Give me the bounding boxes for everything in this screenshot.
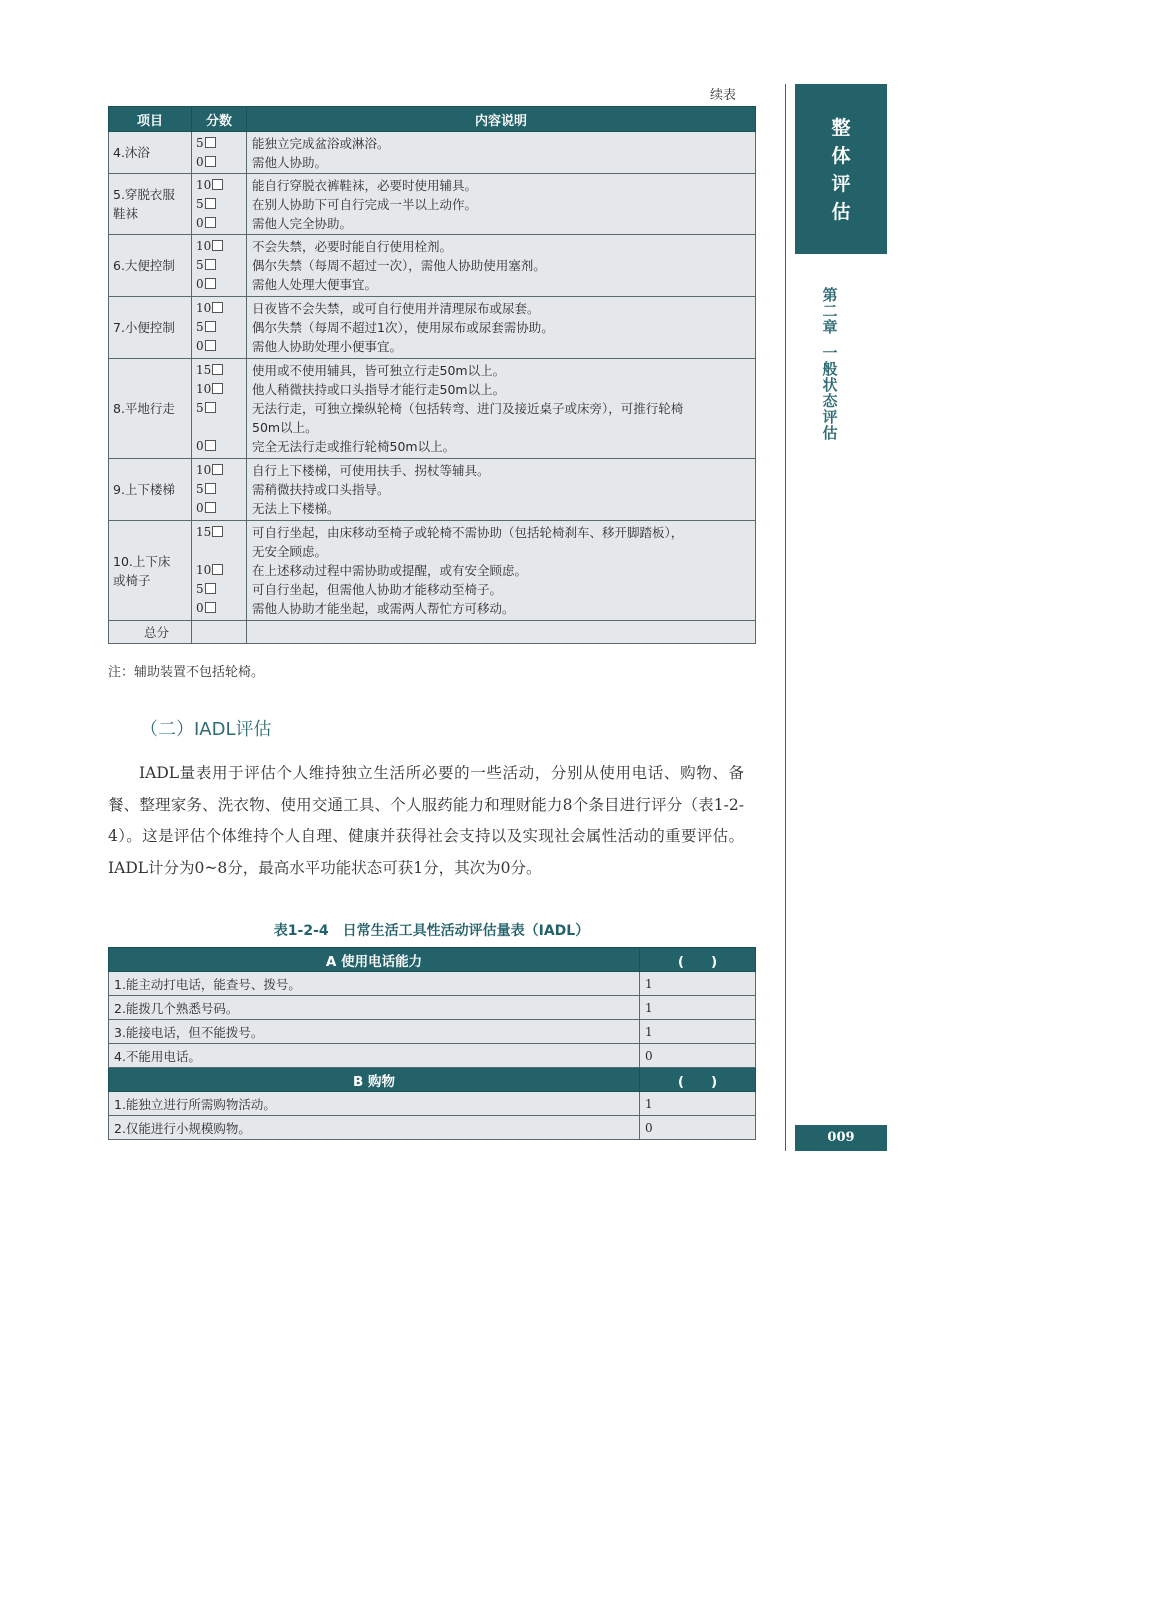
body-paragraph: IADL量表用于评估个人维持独立生活所必要的一些活动，分别从使用电话、购物、备餐、整理家务、洗衣物、使用交通工具、个人服药能力和理财能力8个条目进行评分（表1-2-4）。这是评估个体维持个人自理、健康并获得社会支持以及实现社会属性活动的重要评估。IADL计分为0~8分，最高水平功能状态可获1分，其次为0分。 bbox=[108, 764, 744, 877]
adl-desc-line: 他人稍微扶持或口头指导才能行走50m以上。 bbox=[252, 382, 506, 397]
adl-desc-line: 偶尔失禁（每周不超过1次），使用尿布或尿套需协助。 bbox=[252, 320, 554, 335]
score-value: 5 bbox=[196, 401, 204, 415]
adl-item-name: 5.穿脱衣服 bbox=[113, 187, 175, 202]
iadl-item-value: 1 bbox=[640, 972, 756, 996]
adl-desc-line: 无法上下楼梯。 bbox=[252, 501, 340, 516]
score-value: 5 bbox=[196, 482, 204, 496]
iadl-row bbox=[109, 1044, 756, 1068]
adl-desc-line: 日夜皆不会失禁，或可自行使用并清理尿布或尿套。 bbox=[252, 301, 540, 316]
iadl-item-text: 4.不能用电话。 bbox=[109, 1044, 640, 1068]
adl-desc-line: 在上述移动过程中需协助或提醒，或有安全顾虑。 bbox=[252, 563, 528, 578]
adl-item-cell bbox=[109, 359, 192, 459]
score-checkbox[interactable] bbox=[205, 217, 216, 228]
adl-desc-line: 在别人协助下可自行完成一半以上动作。 bbox=[252, 196, 478, 212]
adl-desc-line: 需他人协助处理小便事宜。 bbox=[252, 339, 403, 354]
table-note: 注：辅助装置不包括轮椅。 bbox=[108, 665, 265, 680]
score-spacer bbox=[196, 418, 242, 437]
score-option bbox=[196, 337, 242, 356]
score-checkbox[interactable] bbox=[205, 321, 216, 332]
adl-row bbox=[109, 235, 756, 297]
score-value: 0 bbox=[196, 215, 204, 230]
header-item: 项目 bbox=[109, 107, 192, 132]
score-value: 15 bbox=[196, 363, 212, 377]
score-value: 5 bbox=[196, 320, 204, 334]
score-option bbox=[196, 461, 242, 480]
score-checkbox[interactable] bbox=[205, 259, 216, 270]
iadl-score-header: ( ) bbox=[640, 948, 756, 972]
adl-desc-line: 需稍微扶持或口头指导。 bbox=[252, 482, 390, 497]
score-option bbox=[196, 176, 242, 195]
score-checkbox[interactable] bbox=[205, 402, 216, 413]
adl-row bbox=[109, 132, 756, 174]
score-checkbox[interactable] bbox=[205, 483, 216, 494]
score-value: 10 bbox=[196, 563, 212, 577]
score-value: 5 bbox=[196, 135, 204, 150]
adl-item-name: 8.平地行走 bbox=[113, 401, 175, 416]
score-value: 0 bbox=[196, 339, 204, 353]
iadl-item-value: 0 bbox=[640, 1044, 756, 1068]
adl-item-cell bbox=[109, 521, 192, 621]
score-option bbox=[196, 318, 242, 337]
score-value: 10 bbox=[196, 301, 212, 315]
iadl-section-title: A 使用电话能力 bbox=[109, 948, 640, 972]
score-checkbox[interactable] bbox=[205, 602, 216, 613]
iadl-item-text: 1.能主动打电话，能查号、拨号。 bbox=[109, 972, 640, 996]
adl-desc-cell bbox=[247, 297, 756, 359]
iadl-item-value: 0 bbox=[640, 1116, 756, 1140]
score-value: 5 bbox=[196, 582, 204, 596]
total-score-cell bbox=[192, 621, 247, 644]
score-checkbox[interactable] bbox=[205, 583, 216, 594]
page-number-tab bbox=[795, 1125, 887, 1151]
adl-score-cell bbox=[192, 235, 247, 297]
iadl-item-text: 2.能拨几个熟悉号码。 bbox=[109, 996, 640, 1020]
section-heading: （二）IADL评估 bbox=[140, 719, 272, 740]
header-score: 分数 bbox=[192, 107, 247, 132]
iadl-section-header bbox=[109, 948, 756, 972]
score-checkbox[interactable] bbox=[212, 526, 223, 537]
iadl-item-text: 3.能接电话，但不能拨号。 bbox=[109, 1020, 640, 1044]
continued-label: 续表 bbox=[710, 88, 737, 103]
adl-item-cell bbox=[109, 235, 192, 297]
adl-item-name: 10.上下床 bbox=[113, 553, 171, 569]
iadl-item-value: 1 bbox=[640, 1092, 756, 1116]
iadl-item-text: 2.仅能进行小规模购物。 bbox=[109, 1116, 640, 1140]
score-option bbox=[196, 480, 242, 499]
score-checkbox[interactable] bbox=[205, 198, 216, 209]
score-checkbox[interactable] bbox=[205, 137, 216, 148]
score-value: 0 bbox=[196, 501, 204, 515]
score-checkbox[interactable] bbox=[212, 564, 223, 575]
score-option bbox=[196, 499, 242, 518]
adl-score-cell bbox=[192, 359, 247, 459]
score-value: 5 bbox=[196, 258, 204, 272]
page-number: 009 bbox=[827, 1130, 855, 1145]
adl-desc-line: 需他人协助才能坐起，或需两人帮忙方可移动。 bbox=[252, 601, 515, 616]
adl-desc-line: 自行上下楼梯，可使用扶手、拐杖等辅具。 bbox=[252, 463, 490, 478]
chapter-title bbox=[816, 287, 844, 441]
adl-desc-line: 50m以上。 bbox=[252, 420, 318, 435]
iadl-section-header bbox=[109, 1068, 756, 1092]
adl-score-cell bbox=[192, 459, 247, 521]
score-option bbox=[196, 380, 242, 399]
score-checkbox[interactable] bbox=[212, 464, 223, 475]
score-option bbox=[196, 523, 242, 542]
score-checkbox[interactable] bbox=[212, 383, 223, 394]
iadl-row bbox=[109, 1116, 756, 1140]
score-option bbox=[196, 256, 242, 275]
iadl-section-title: B 购物 bbox=[109, 1068, 640, 1092]
score-checkbox[interactable] bbox=[212, 179, 223, 190]
total-label: 总分 bbox=[109, 621, 192, 644]
iadl-row bbox=[109, 1020, 756, 1044]
score-value: 0 bbox=[196, 277, 204, 291]
total-desc-cell bbox=[247, 621, 756, 644]
adl-desc-cell bbox=[247, 174, 756, 235]
score-value: 0 bbox=[196, 601, 204, 615]
adl-desc-cell bbox=[247, 459, 756, 521]
adl-desc-line: 需他人处理大便事宜。 bbox=[252, 277, 378, 292]
score-option bbox=[196, 214, 242, 233]
score-option bbox=[196, 299, 242, 318]
adl-row bbox=[109, 174, 756, 235]
adl-desc-cell bbox=[247, 235, 756, 297]
score-option bbox=[196, 153, 242, 172]
score-option bbox=[196, 437, 242, 456]
adl-item-cell bbox=[109, 459, 192, 521]
margin-divider-line bbox=[785, 84, 786, 1151]
score-value: 0 bbox=[196, 154, 204, 169]
chapter-title-label: 第 二 章 一 般 状 态 评 估 bbox=[822, 286, 838, 442]
score-option bbox=[196, 275, 242, 294]
score-option bbox=[196, 580, 242, 599]
adl-score-cell bbox=[192, 297, 247, 359]
adl-desc-line: 可自行坐起，但需他人协助才能移动至椅子。 bbox=[252, 582, 503, 597]
chapter-tab-text bbox=[795, 114, 887, 226]
total-row bbox=[109, 621, 756, 644]
score-option bbox=[196, 195, 242, 214]
score-value: 10 bbox=[196, 463, 212, 477]
adl-desc-line: 可自行坐起，由床移动至椅子或轮椅不需协助（包括轮椅刹车、移开脚踏板）， bbox=[252, 525, 684, 540]
iadl-row bbox=[109, 1092, 756, 1116]
adl-row bbox=[109, 521, 756, 621]
adl-desc-line: 无法行走，可独立操纵轮椅（包括转弯、进门及接近桌子或床旁），可推行轮椅 bbox=[252, 401, 684, 416]
adl-row bbox=[109, 359, 756, 459]
table-caption: 表1-2-4 日常生活工具性活动评估量表（IADL） bbox=[273, 923, 590, 939]
score-option bbox=[196, 399, 242, 418]
adl-item-cell bbox=[109, 174, 192, 235]
adl-desc-line: 完全无法行走或推行轮椅50m以上。 bbox=[252, 439, 456, 454]
adl-item-name: 或椅子 bbox=[113, 572, 151, 588]
score-option bbox=[196, 237, 242, 256]
score-option bbox=[196, 134, 242, 153]
adl-desc-cell bbox=[247, 359, 756, 459]
iadl-item-value: 1 bbox=[640, 996, 756, 1020]
iadl-item-value: 1 bbox=[640, 1020, 756, 1044]
score-checkbox[interactable] bbox=[212, 364, 223, 375]
adl-desc-line: 能独立完成盆浴或淋浴。 bbox=[252, 135, 390, 151]
score-option bbox=[196, 561, 242, 580]
adl-desc-line: 偶尔失禁（每周不超过一次），需他人协助使用塞剂。 bbox=[252, 258, 546, 273]
score-value: 0 bbox=[196, 439, 204, 453]
score-value: 10 bbox=[196, 177, 212, 192]
score-option bbox=[196, 361, 242, 380]
adl-row bbox=[109, 459, 756, 521]
score-spacer bbox=[196, 542, 242, 561]
chapter-tab bbox=[795, 84, 887, 254]
score-checkbox[interactable] bbox=[205, 440, 216, 451]
adl-table-header bbox=[109, 107, 756, 132]
score-value: 5 bbox=[196, 196, 204, 211]
chapter-tab-label: 整 体 评 估 bbox=[831, 117, 851, 223]
adl-desc-cell bbox=[247, 132, 756, 174]
iadl-score-header: ( ) bbox=[640, 1068, 756, 1092]
adl-desc-line: 需他人完全协助。 bbox=[252, 215, 353, 231]
adl-item-cell bbox=[109, 132, 192, 174]
adl-score-cell bbox=[192, 521, 247, 621]
adl-item-name: 7.小便控制 bbox=[113, 320, 175, 335]
adl-item-name: 鞋袜 bbox=[113, 206, 139, 221]
adl-desc-line: 不会失禁，必要时能自行使用栓剂。 bbox=[252, 239, 453, 254]
score-checkbox[interactable] bbox=[212, 240, 223, 251]
score-checkbox[interactable] bbox=[212, 302, 223, 313]
adl-item-name: 6.大便控制 bbox=[113, 258, 175, 273]
adl-row bbox=[109, 297, 756, 359]
header-desc: 内容说明 bbox=[247, 107, 756, 132]
adl-desc-line: 需他人协助。 bbox=[252, 154, 328, 170]
iadl-table bbox=[108, 947, 756, 1140]
score-checkbox[interactable] bbox=[205, 502, 216, 513]
adl-desc-line: 能自行穿脱衣裤鞋袜，必要时使用辅具。 bbox=[252, 177, 478, 193]
iadl-row bbox=[109, 996, 756, 1020]
adl-score-cell bbox=[192, 174, 247, 235]
adl-desc-line: 无安全顾虑。 bbox=[252, 544, 328, 559]
adl-desc-line: 使用或不使用辅具，皆可独立行走50m以上。 bbox=[252, 363, 506, 378]
adl-desc-cell bbox=[247, 521, 756, 621]
iadl-row bbox=[109, 972, 756, 996]
score-checkbox[interactable] bbox=[205, 278, 216, 289]
iadl-item-text: 1.能独立进行所需购物活动。 bbox=[109, 1092, 640, 1116]
adl-score-cell bbox=[192, 132, 247, 174]
adl-table bbox=[108, 106, 756, 644]
score-checkbox[interactable] bbox=[205, 340, 216, 351]
score-value: 10 bbox=[196, 239, 212, 253]
adl-item-name: 4.沐浴 bbox=[113, 145, 150, 160]
adl-item-name: 9.上下楼梯 bbox=[113, 482, 175, 497]
score-option bbox=[196, 599, 242, 618]
score-value: 15 bbox=[196, 525, 212, 539]
score-value: 10 bbox=[196, 382, 212, 396]
adl-item-cell bbox=[109, 297, 192, 359]
score-checkbox[interactable] bbox=[205, 156, 216, 167]
